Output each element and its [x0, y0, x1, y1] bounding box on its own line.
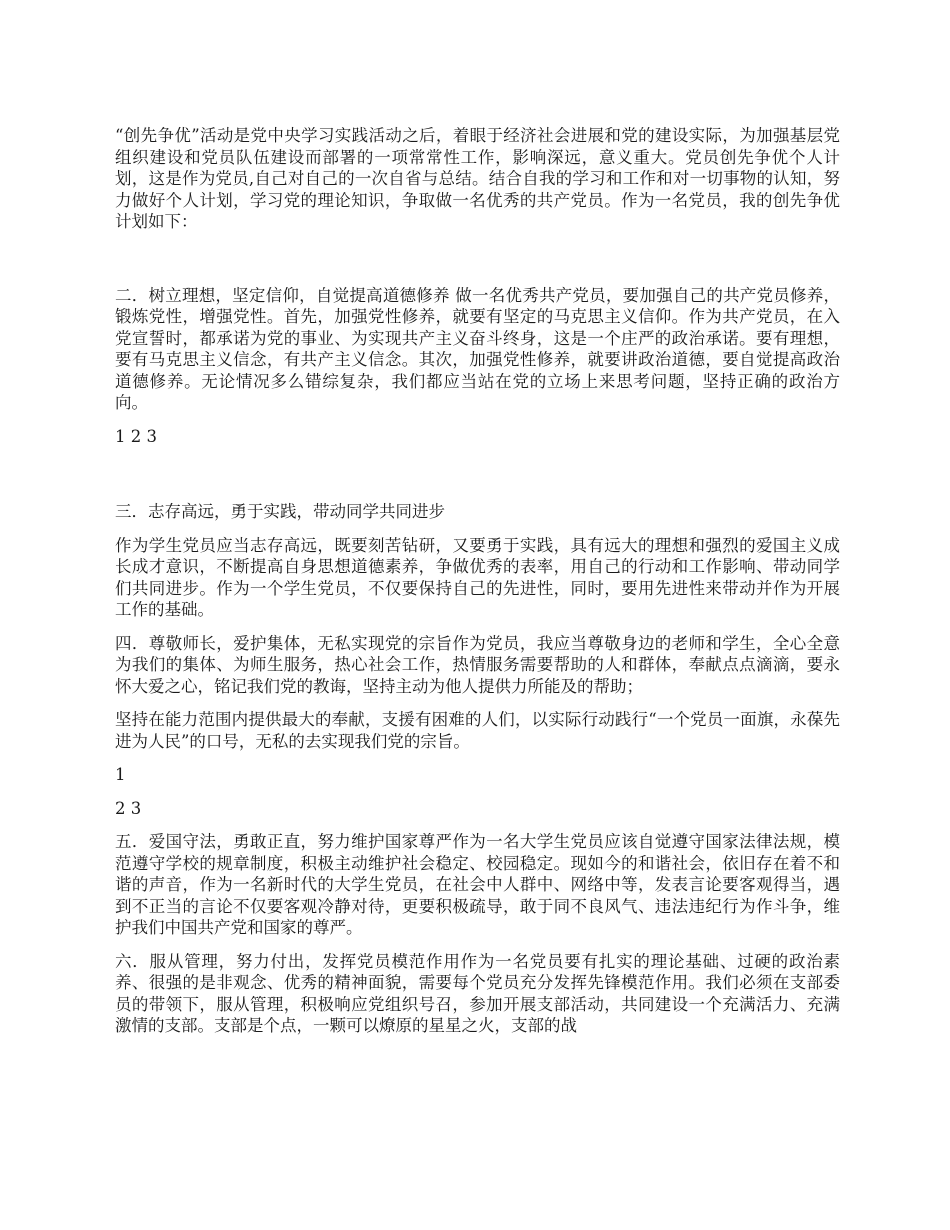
section-2-paragraph: 二．树立理想，坚定信仰，自觉提高道德修养 做一名优秀共产党员，要加强自己的共产党员修养，锻炼党性，增强党性。首先，加强党性修养，就要有坚定的马克思主义信仰。作为共产党员，在入党宣誓时，都承诺为党的事业、为实现共产主义奋斗终身，这是一个庄严的政治承诺。要有理想，要有马克思主义信念，有共产主义信念。其次，加强党性修养，就要讲政治道德，要自觉提高政治道德修养。无论情况多么错综复杂，我们都应当站在党的立场上来思考问题，坚持正确的政治方向。 [115, 285, 840, 412]
spacer [115, 459, 840, 501]
page-numbers-3: 2 3 [115, 798, 142, 818]
page-numbers-2: 1 [115, 765, 126, 784]
page-numbers-1: 1 2 3 [115, 426, 157, 446]
section-3-paragraph: 作为学生党员应当志存高远，既要刻苦钻研，又要勇于实践，具有远大的理想和强烈的爱国主义成长成才意识，不断提高自身思想道德素养，争做优秀的表率，用自己的行动和工作影响、带动同学们共同进步。作为一个学生党员，不仅要保持自己的先进性，同时，要用先进性来带动并作为开展工作的基础。 [115, 535, 840, 619]
spacer [115, 245, 840, 285]
section-4-continuation: 坚持在能力范围内提供最大的奉献，支援有困难的人们，以实际行动践行“一个党员一面旗，永葆先进为人民”的口号，无私的去实现我们党的宗旨。 [115, 710, 840, 751]
document-page [115, 125, 840, 1049]
section-6-paragraph: 六．服从管理，努力付出，发挥党员模范作用作为一名党员要有扎实的理论基础、过硬的政治素养、很强的是非观念、优秀的精神面貌，需要每个党员充分发挥先锋模范作用。我们必须在支部委员的带领下，服从管理，积极响应党组织号召，参加开展支部活动，共同建设一个充满活力、充满激情的支部。支部是个点，一颗可以燎原的星星之火，支部的战 [115, 951, 840, 1035]
intro-paragraph: “创先争优”活动是党中央学习实践活动之后，着眼于经济社会进展和党的建设实际，为加强基层党组织建设和党员队伍建设而部署的一项常常性工作，影响深远，意义重大。党员创先争优个人计划，这是作为党员,自己对自己的一次自省与总结。结合自我的学习和工作和对一切事物的认知，努力做好个人计划，学习党的理论知识，争取做一名优秀的共产党员。作为一名党员，我的创先争优计划如下： [115, 126, 840, 231]
section-4-paragraph: 四．尊敬师长，爱护集体，无私实现党的宗旨作为党员，我应当尊敬身边的老师和学生，全心全意为我们的集体、为师生服务，热心社会工作，热情服务需要帮助的人和群体，奉献点点滴滴，要永怀大爱之心，铭记我们党的教诲，坚持主动为他人提供力所能及的帮助； [115, 633, 840, 696]
section-3-title: 三．志存高远，勇于实践，带动同学共同进步 [115, 502, 445, 521]
section-5-paragraph: 五．爱国守法，勇敢正直，努力维护国家尊严作为一名大学生党员应该自觉遵守国家法律法规，模范遵守学校的规章制度，积极主动维护社会稳定、校园稳定。现如今的和谐社会，依旧存在着不和谐的声音，作为一名新时代的大学生党员，在社会中人群中、网络中等，发表言论要客观得当，遇到不正当的言论不仅要客观冷静对待，更要积极疏导，敢于同不良风气、违法违纪行为作斗争，维护我们中国共产党和国家的尊严。 [115, 832, 840, 937]
